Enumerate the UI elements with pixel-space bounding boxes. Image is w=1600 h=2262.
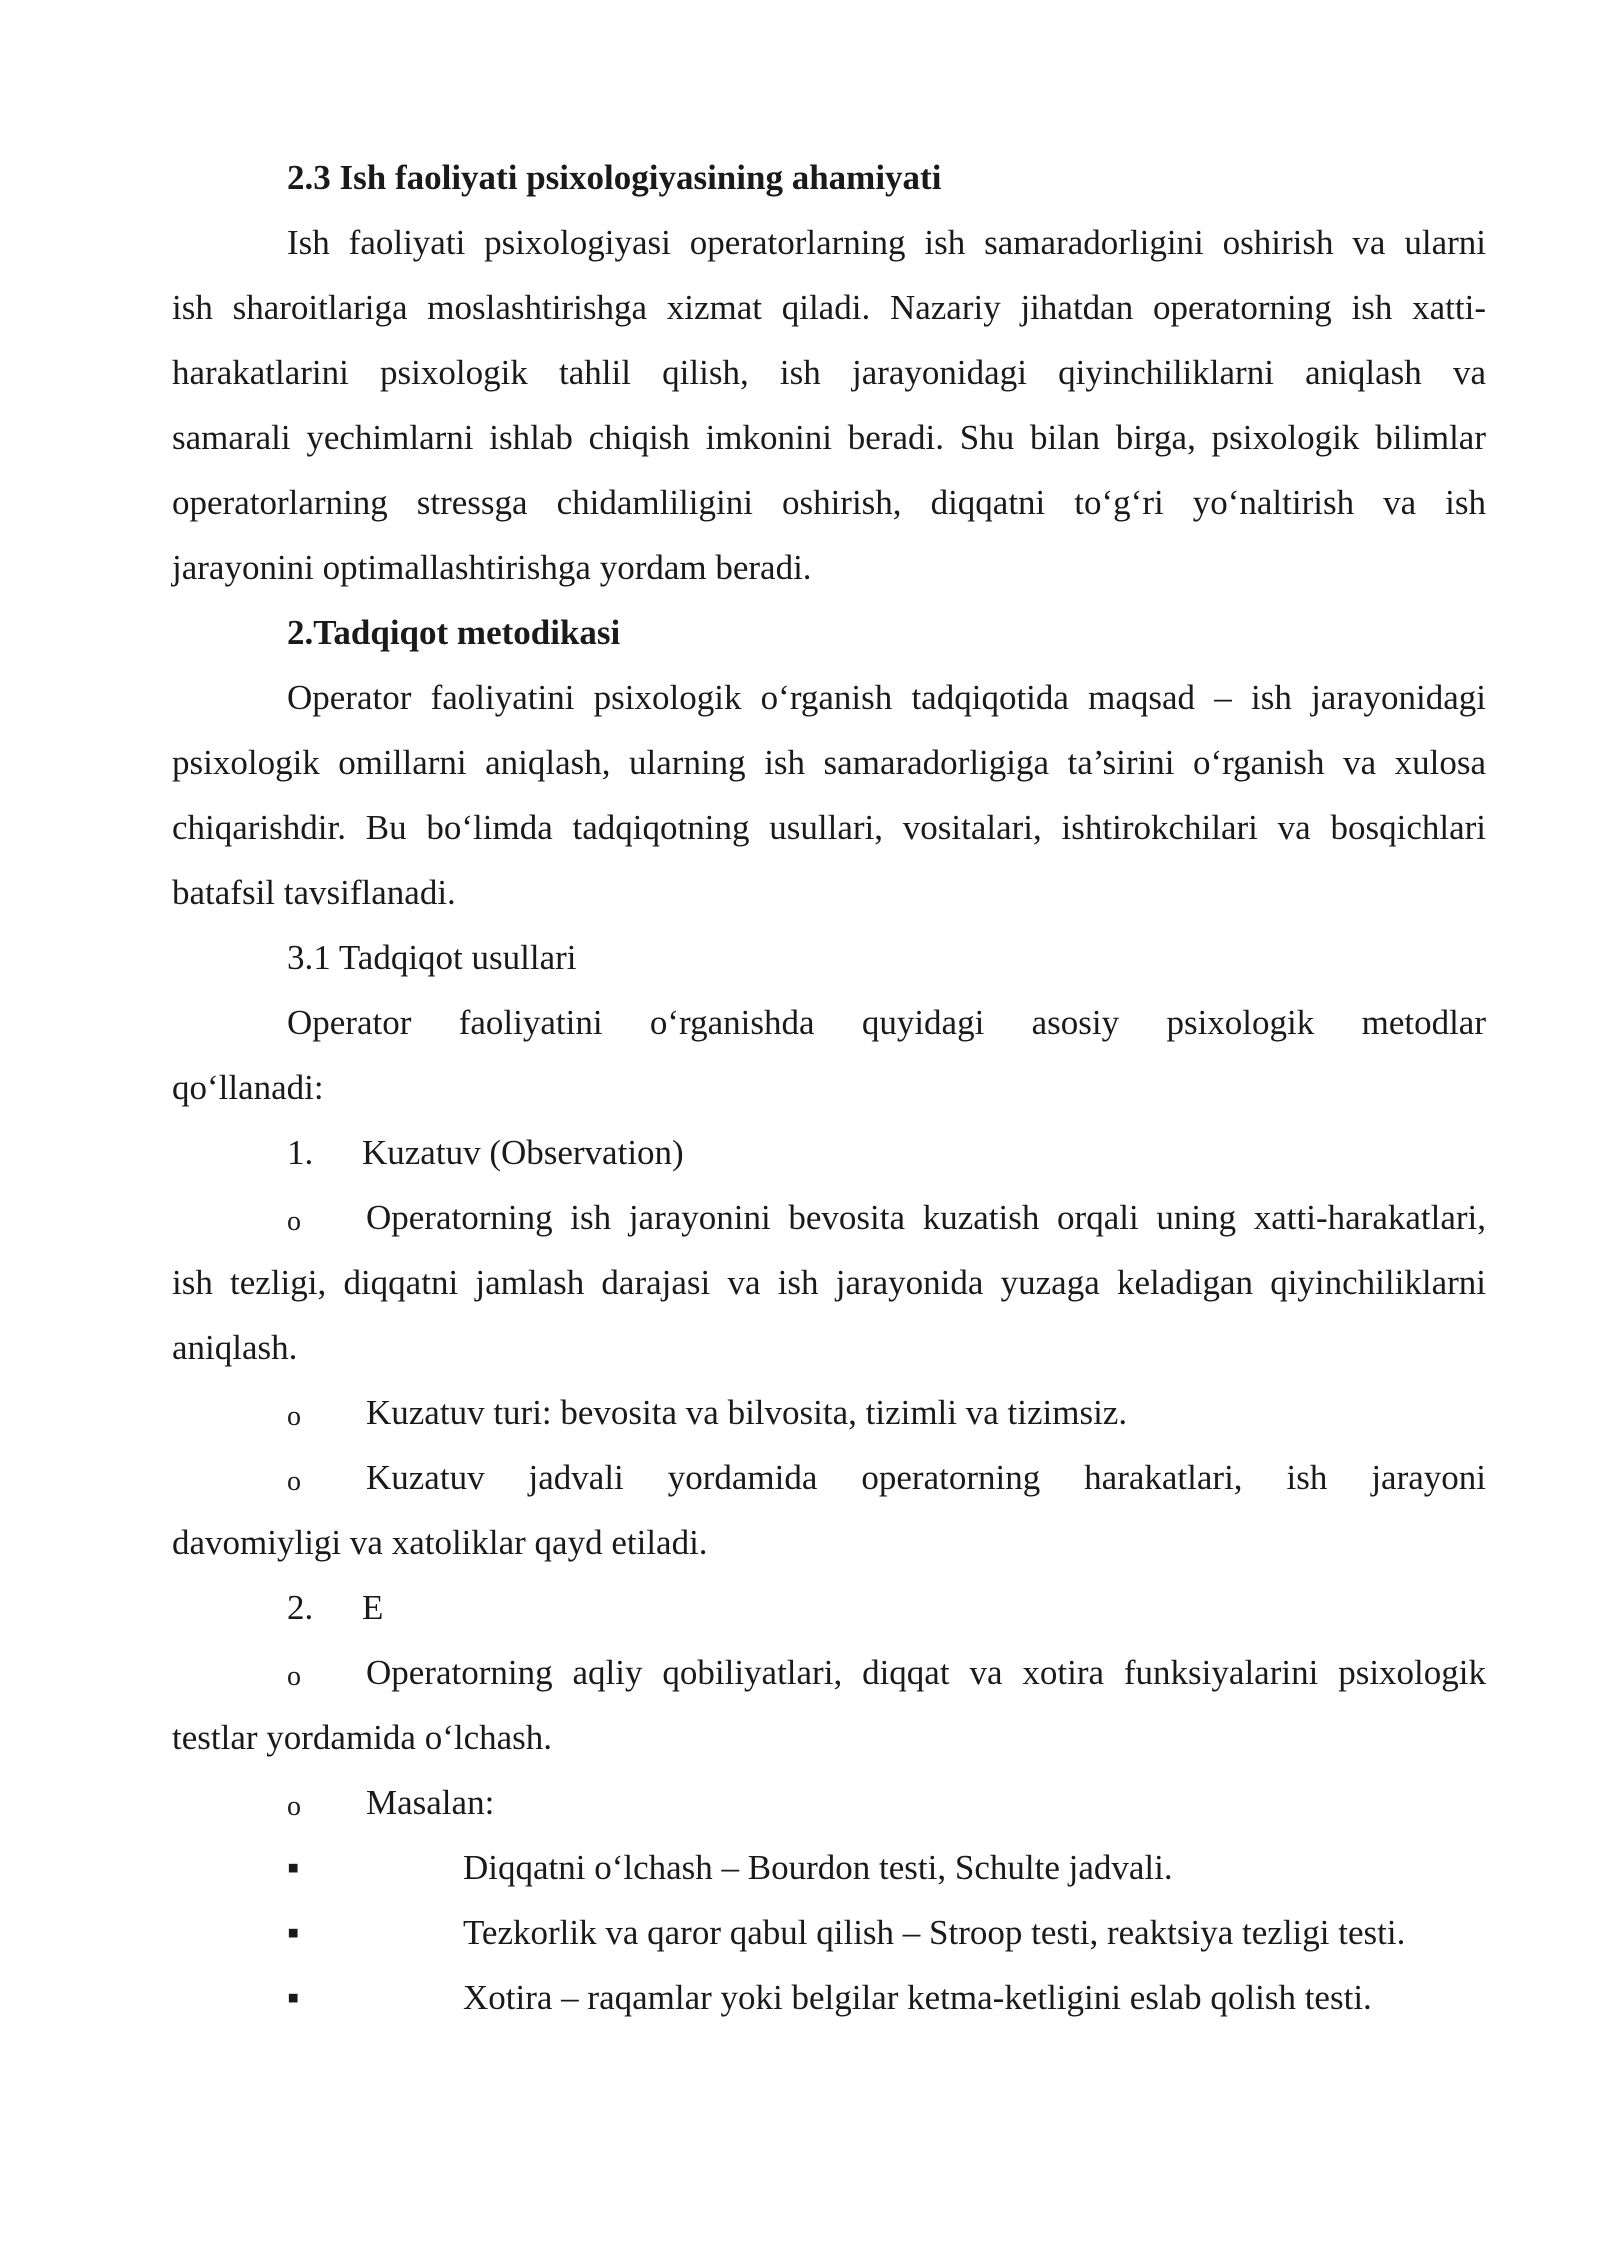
section-2-paragraph — [172, 665, 1486, 925]
paragraph-line: Operator faoliyatini psixologik o‘rganish tadqiqotida maqsad – ish jarayonidagi — [287, 678, 1486, 717]
paragraph-line: jarayonini optimallashtirishga yordam beradi. — [172, 548, 812, 587]
bullet-line: Masalan: — [366, 1783, 495, 1822]
section-3-1-intro — [172, 990, 1486, 1120]
bullet-line: Kuzatuv turi: bevosita va bilvosita, tizimli va tizimsiz. — [366, 1393, 1128, 1432]
paragraph-line: psixologik omillarni aniqlash, ularning ish samaradorligiga ta’sirini o‘rganish va xulosa — [172, 743, 1486, 782]
paragraph-line: Operator faoliyatini o‘rganishda quyidagi asosiy psixologik metodlar — [287, 1003, 1486, 1042]
bullet-item — [172, 1770, 1486, 1835]
square-bullet-icon: ▪ — [287, 1978, 300, 2017]
numbered-item — [172, 1575, 1486, 1640]
circle-bullet-icon: o — [287, 1206, 301, 1237]
section-2-3-paragraph — [172, 210, 1486, 600]
sub-bullet-text: Xotira – raqamlar yoki belgilar ketma-ketligini eslab qolish testi. — [463, 1978, 1372, 2017]
bullet-item — [172, 1185, 1486, 1250]
method-1 — [172, 1120, 1486, 1575]
item-title: Kuzatuv (Observation) — [362, 1133, 684, 1172]
bullet-item — [172, 1445, 1486, 1510]
bullet-item — [172, 1640, 1486, 1705]
circle-bullet-icon: o — [287, 1791, 301, 1822]
paragraph-line: operatorlarning stressga chidamliligini oshirish, diqqatni to‘g‘ri yo‘naltirish va ish — [172, 483, 1486, 522]
sub-bullet-text: Diqqatni o‘lchash – Bourdon testi, Schulte jadvali. — [463, 1848, 1173, 1887]
circle-bullet-icon: o — [287, 1466, 301, 1497]
paragraph-line: chiqarishdir. Bu bo‘limda tadqiqotning usullari, vositalari, ishtirokchilari va bosqichlari — [172, 808, 1486, 847]
paragraph-line: samarali yechimlarni ishlab chiqish imkonini beradi. Shu bilan birga, psixologik bilimlar — [172, 418, 1486, 457]
bullet-item — [172, 1380, 1486, 1445]
section-2-3-heading: 2.3 Ish faoliyati psixologiyasining ahamiyati — [287, 158, 942, 197]
section-3-1-heading: 3.1 Tadqiqot usullari — [287, 938, 577, 977]
sub-bullet-item — [172, 1965, 1486, 2030]
paragraph-line: harakatlarini psixologik tahlil qilish, ish jarayonidagi qiyinchiliklarni aniqlash va — [172, 353, 1486, 392]
circle-bullet-icon: o — [287, 1661, 301, 1692]
bullet-continuation: testlar yordamida o‘lchash. — [172, 1718, 553, 1757]
numbered-item — [172, 1120, 1486, 1185]
paragraph-line: batafsil tavsiflanadi. — [172, 873, 456, 912]
square-bullet-icon: ▪ — [287, 1913, 300, 1952]
document-page — [172, 145, 1486, 2030]
item-number: 2. — [287, 1588, 314, 1627]
bullet-continuation: aniqlash. — [172, 1328, 298, 1367]
sub-bullet-item — [172, 1835, 1486, 1900]
section-2-heading: 2.Tadqiqot metodikasi — [287, 613, 621, 652]
bullet-continuation: ish tezligi, diqqatni jamlash darajasi va ish jarayonida yuzaga keladigan qiyinchiliklarni — [172, 1263, 1486, 1302]
paragraph-line: qo‘llanadi: — [172, 1068, 324, 1107]
sub-bullet-text: Tezkorlik va qaror qabul qilish – Stroop testi, reaktsiya tezligi testi. — [463, 1913, 1406, 1952]
method-2 — [172, 1575, 1486, 2030]
bullet-continuation: davomiyligi va xatoliklar qayd etiladi. — [172, 1523, 708, 1562]
bullet-line: Operatorning aqliy qobiliyatlari, diqqat va xotira funksiyalarini psixologik — [366, 1653, 1486, 1692]
item-title: E — [362, 1588, 384, 1627]
bullet-line: Operatorning ish jarayonini bevosita kuzatish orqali uning xatti-harakatlari, — [366, 1198, 1486, 1237]
paragraph-line: ish sharoitlariga moslashtirishga xizmat qiladi. Nazariy jihatdan operatorning ish xatti- — [172, 288, 1486, 327]
sub-bullet-item — [172, 1900, 1486, 1965]
circle-bullet-icon: o — [287, 1401, 301, 1432]
item-number: 1. — [287, 1133, 314, 1172]
square-bullet-icon: ▪ — [287, 1848, 300, 1887]
bullet-line: Kuzatuv jadvali yordamida operatorning harakatlari, ish jarayoni — [366, 1458, 1486, 1497]
paragraph-line: Ish faoliyati psixologiyasi operatorlarning ish samaradorligini oshirish va ularni — [287, 223, 1486, 262]
